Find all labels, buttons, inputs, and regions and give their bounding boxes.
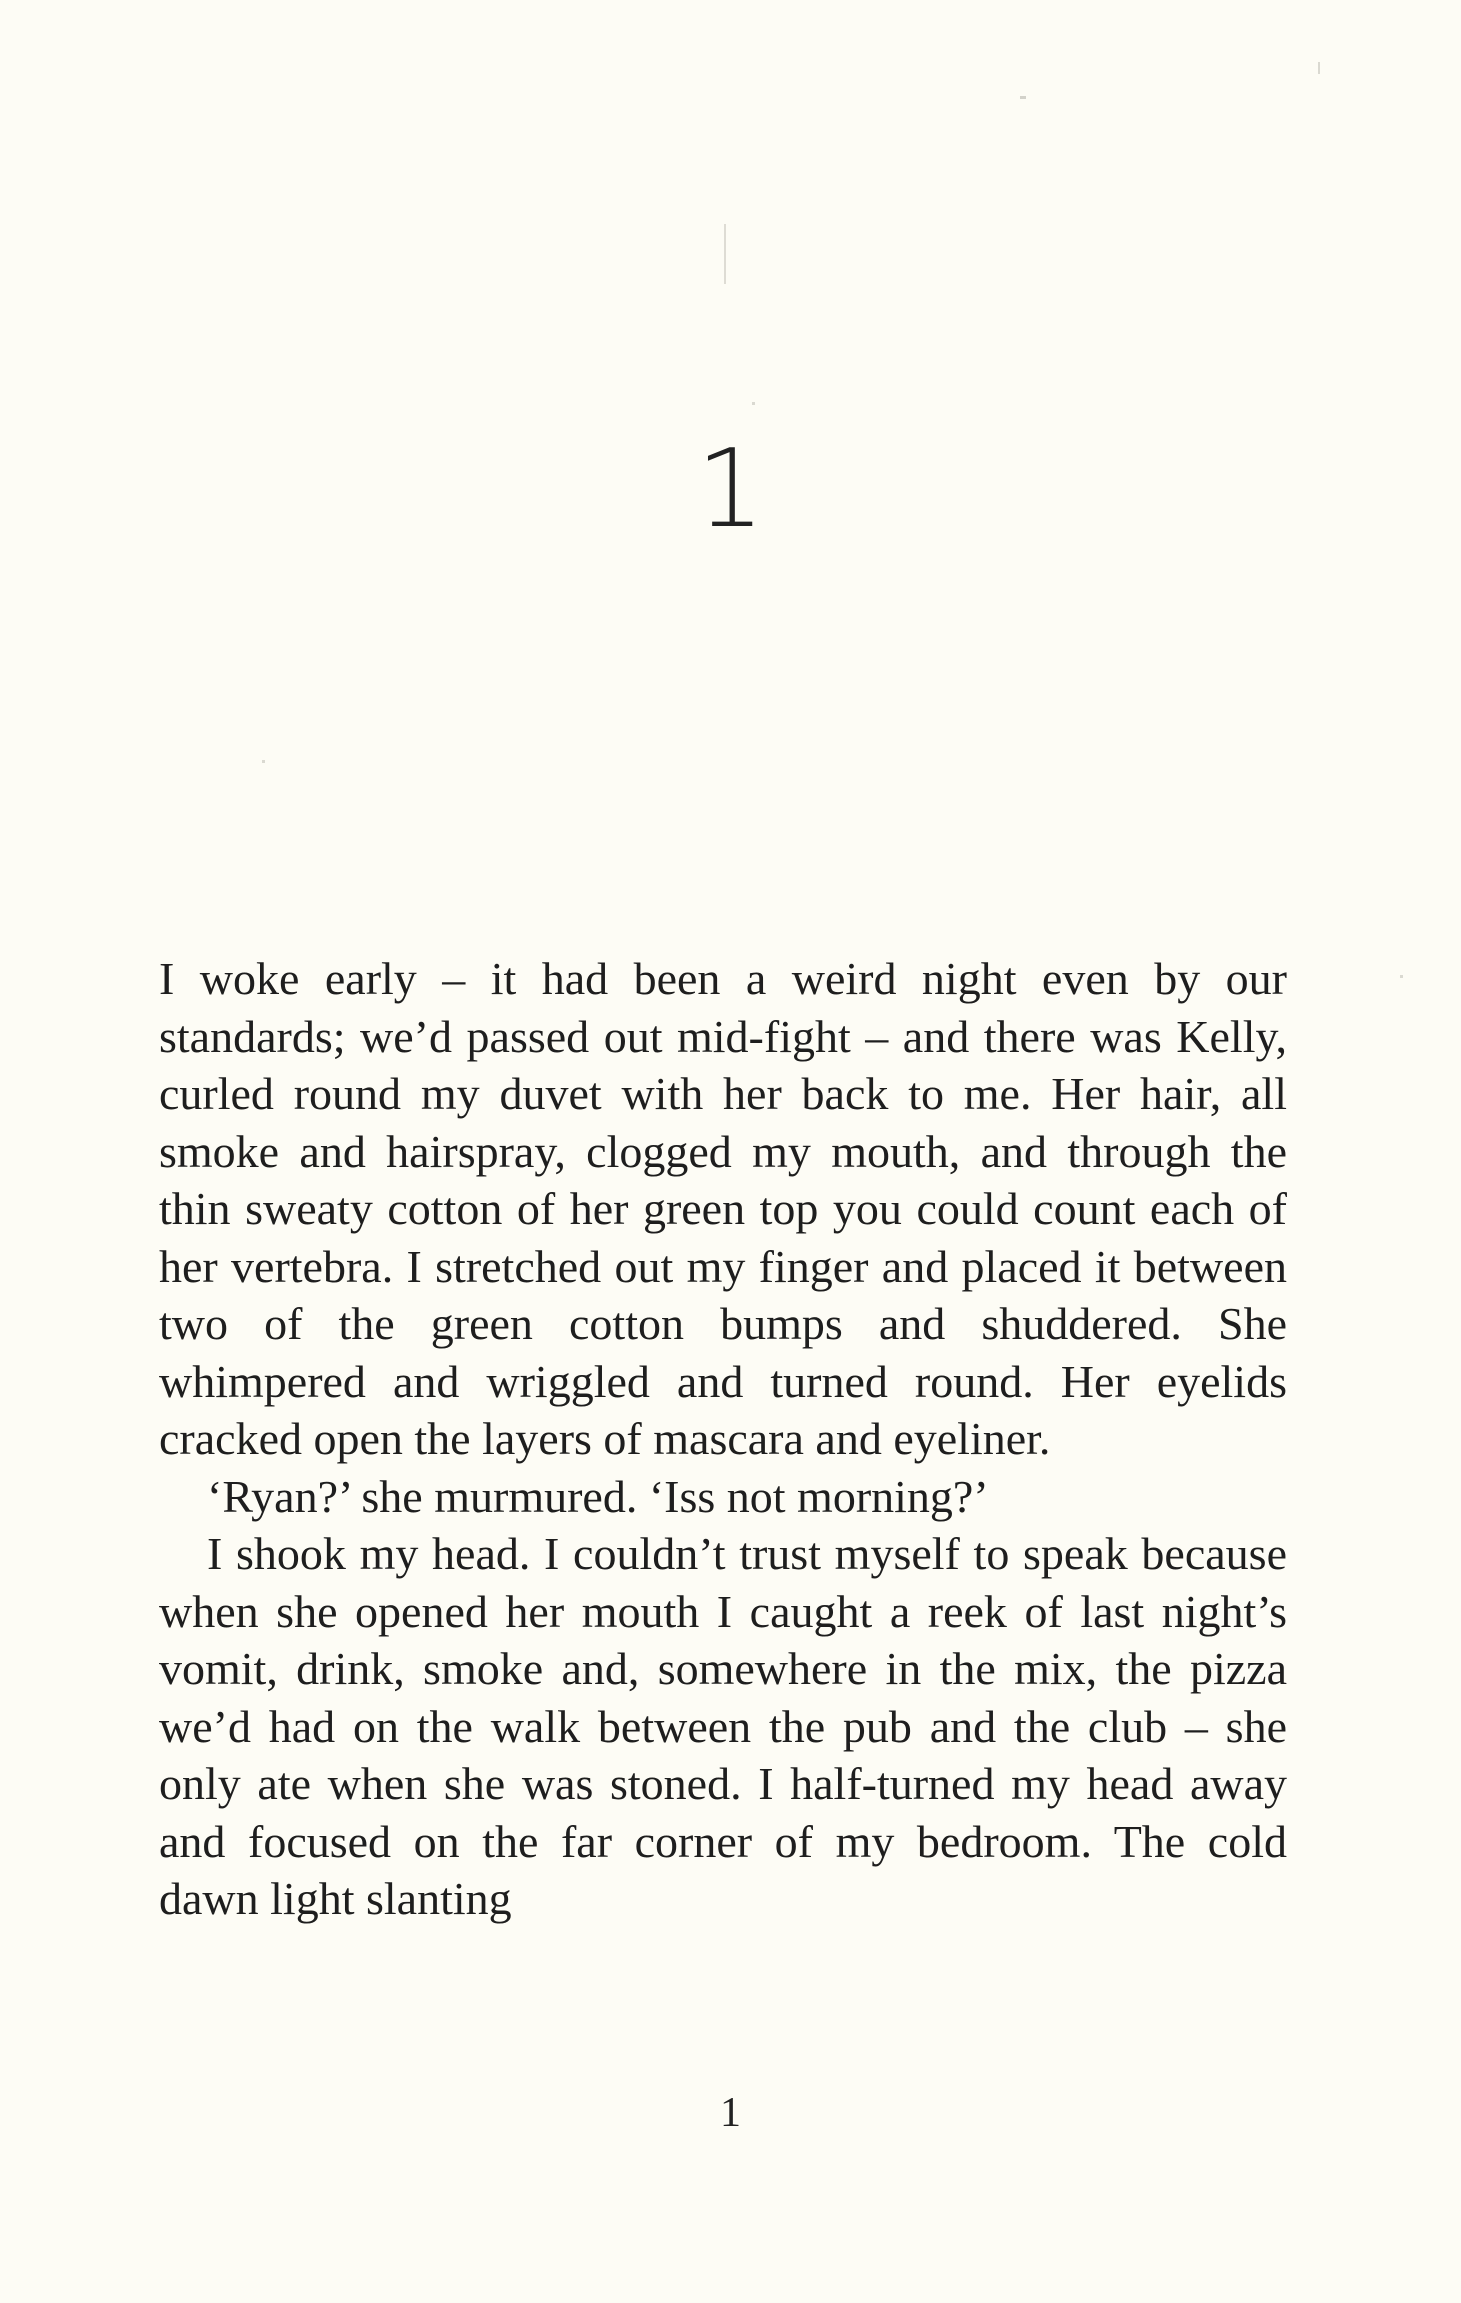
- chapter-body: [159, 950, 1287, 1928]
- scan-mark: [724, 224, 726, 284]
- paragraph-dialogue: ‘Ryan?’ she murmured. ‘Iss not morning?’: [207, 1470, 989, 1522]
- scan-mark: [1400, 975, 1403, 978]
- chapter-number: 1: [696, 427, 765, 552]
- scan-mark: [1318, 62, 1320, 74]
- scan-mark: [752, 402, 755, 405]
- scan-mark: [262, 760, 265, 763]
- page-number: 1: [720, 2090, 741, 2136]
- paragraph-continuation: I shook my head. I couldn’t trust myself to speak because when she opened her mouth I caught a reek of last night’s vomit, drink, smoke and, somewhere in the mix, the pizza we’d had on the walk between the pub and the club – she only ate when she was stoned. I half-turned my head away and focused on the far corner of my bedroom. The cold dawn light slanting: [159, 1528, 1287, 1924]
- paragraph-opening: I woke early – it had been a weird night even by our standards; we’d passed out mid-fight – and there was Kelly, curled round my duvet with her back to me. Her hair, all smoke and hairspray, clogged my mouth, and through the thin sweaty cotton of her green top you could count each of her vertebra. I stretched out my finger and placed it between two of the green cotton bumps and shuddered. She whimpered and wriggled and turned round. Her eyelids cracked open the layers of mascara and eyeliner.: [159, 953, 1287, 1464]
- scan-mark: [1020, 96, 1026, 99]
